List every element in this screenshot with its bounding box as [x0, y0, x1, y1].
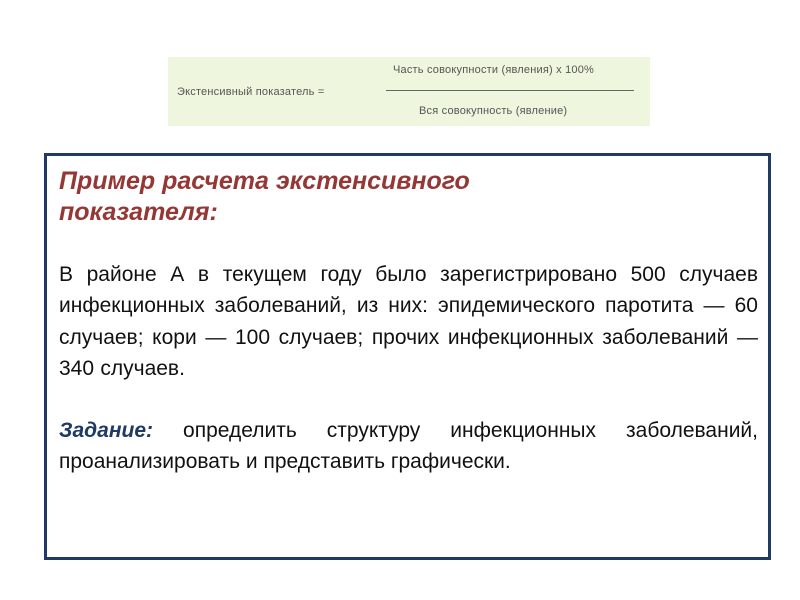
formula-label: Экстенсивный показатель =: [177, 86, 325, 98]
task-label: Задание:: [59, 419, 154, 443]
formula-numerator: Часть совокупности (явления) х 100%: [393, 64, 595, 76]
example-body: В районе А в текущем году было зарегистрировано 500 случаев инфекционных заболеваний, из них: эпидемического паротита — 60 случаев; кори — 100 случаев; прочих инфекционных заболеваний — 340 случаев.: [59, 263, 758, 380]
task-text: определить структуру инфекционных заболеваний, проанализировать и представить графически.: [59, 419, 758, 474]
example-panel: [44, 153, 771, 560]
fraction-line: [386, 90, 634, 91]
task-paragraph: [59, 415, 758, 478]
formula-panel: [168, 57, 650, 126]
example-title: Пример расчета экстенсивного показателя:: [59, 167, 470, 226]
formula-denominator: Вся совокупность (явление): [419, 105, 568, 117]
